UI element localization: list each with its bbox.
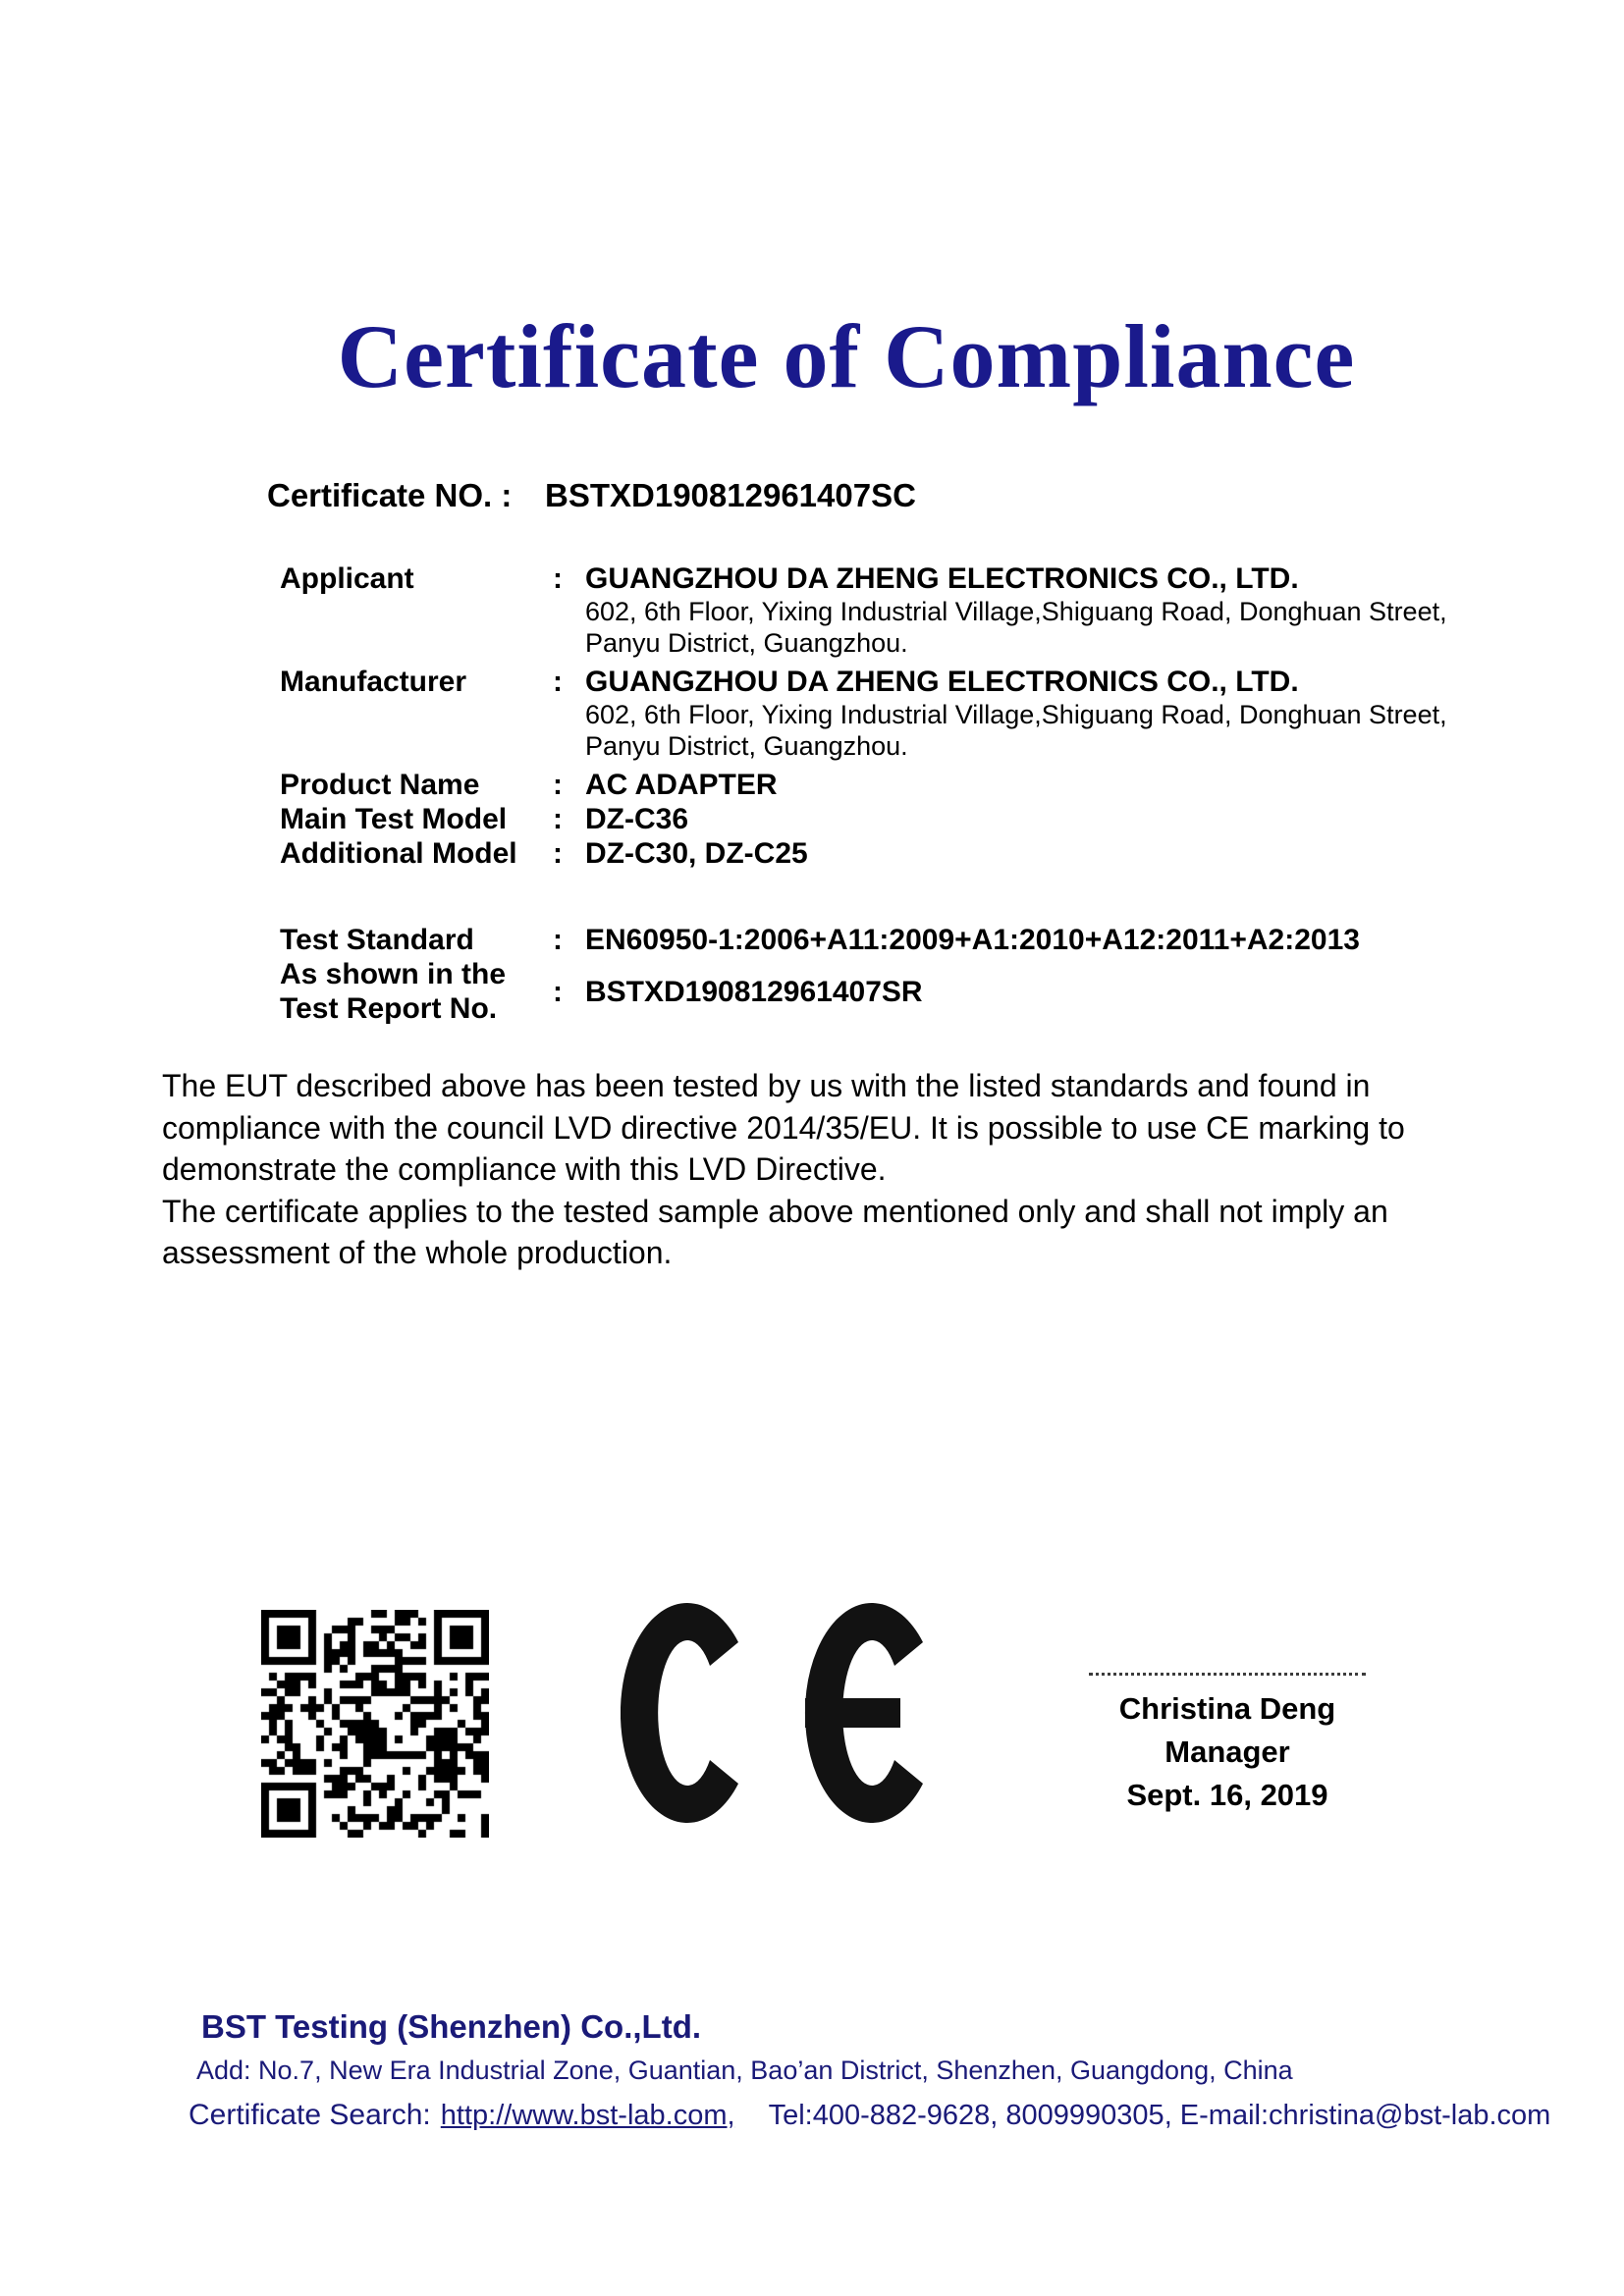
certificate-search-url: http://www.bst-lab.com: [440, 2100, 728, 2131]
test-report-label-line-2: Test Report No.: [280, 992, 498, 1025]
detail-colon: :: [553, 666, 563, 698]
detail-colon: :: [553, 803, 563, 835]
test-standard-block: [280, 923, 1556, 1026]
qr-code: [261, 1610, 489, 1838]
manufacturer-address: [585, 699, 1624, 762]
detail-label-applicant: Applicant: [280, 562, 414, 595]
footer-contact-info: Tel:400-882-9628, 8009990305, E-mail:christina@bst-lab.com: [768, 2100, 1551, 2131]
detail-value-manufacturer: [585, 665, 1624, 768]
statement-paragraphs: [162, 1065, 1419, 1274]
signature-date: Sept. 16, 2019: [1126, 1778, 1328, 1812]
certificate-number-value: BSTXD190812961407SC: [545, 477, 916, 513]
test-report-label-line-1: As shown in the: [280, 958, 507, 990]
detail-label-product-name: Product Name: [280, 769, 480, 801]
product-name-value: AC ADAPTER: [585, 769, 778, 801]
ce-letter-c: [621, 1603, 738, 1823]
detail-label-additional-model: Additional Model: [280, 837, 517, 870]
signature-dotted-line: [1089, 1673, 1366, 1676]
additional-model-value: DZ-C30, DZ-C25: [585, 837, 808, 870]
ce-letter-e: [805, 1603, 923, 1823]
signatory-title: Manager: [1164, 1735, 1290, 1769]
manufacturer-address-line-1: 602, 6th Floor, Yixing Industrial Village,Shiguang Road, Donghuan Street,: [585, 700, 1447, 729]
details-table: [280, 561, 1556, 871]
statement-paragraph-2: The certificate applies to the tested sample above mentioned only and shall not imply an assessment of the whole production.: [162, 1193, 1388, 1270]
footer-address: Add: No.7, New Era Industrial Zone, Guantian, Bao’an District, Shenzhen, Guangdong, China: [196, 2056, 1293, 2085]
page-title: Certificate of Compliance: [337, 306, 1356, 406]
main-test-model-value: DZ-C36: [585, 803, 689, 835]
detail-value-applicant: [585, 561, 1624, 665]
ce-mark-logo: [621, 1603, 923, 1823]
manufacturer-name: GUANGZHOU DA ZHENG ELECTRONICS CO., LTD.: [585, 666, 1299, 698]
applicant-address-line-1: 602, 6th Floor, Yixing Industrial Village,Shiguang Road, Donghuan Street,: [585, 597, 1447, 626]
applicant-address: [585, 596, 1624, 659]
test-report-label: [280, 957, 553, 1026]
applicant-address-line-2: Panyu District, Guangzhou.: [585, 628, 908, 658]
applicant-name: GUANGZHOU DA ZHENG ELECTRONICS CO., LTD.: [585, 562, 1299, 595]
detail-colon: :: [553, 769, 563, 801]
test-standard-label: Test Standard: [280, 924, 474, 956]
signature-block: [1056, 1673, 1399, 1817]
footer-company-name: BST Testing (Shenzhen) Co.,Ltd.: [201, 2008, 702, 2045]
statement-paragraph-1: The EUT described above has been tested by us with the listed standards and found in compliance with the council LVD directive 2014/35/EU. It is possible to use CE marking to demonstrate the compliance with this LVD Directive.: [162, 1068, 1405, 1187]
detail-colon: :: [553, 562, 563, 595]
certificate-number-row: [267, 477, 916, 514]
detail-colon: :: [553, 837, 563, 870]
manufacturer-address-line-2: Panyu District, Guangzhou.: [585, 731, 908, 761]
test-report-number-value: BSTXD190812961407SR: [585, 975, 923, 1008]
certificate-search-link[interactable]: [441, 2100, 735, 2131]
signatory-name: Christina Deng: [1118, 1691, 1336, 1726]
detail-label-main-test-model: Main Test Model: [280, 803, 508, 835]
footer-certificate-search-row: [189, 2099, 1550, 2132]
certificate-search-url-comma: ,: [727, 2100, 735, 2131]
detail-colon: :: [553, 924, 563, 956]
test-standard-value: EN60950-1:2006+A11:2009+A1:2010+A12:2011+A2:2013: [585, 924, 1360, 956]
detail-colon: :: [553, 975, 563, 1008]
certificate-number-label: Certificate NO. :: [267, 477, 513, 513]
certificate-search-label: Certificate Search:: [189, 2099, 431, 2131]
detail-label-manufacturer: Manufacturer: [280, 666, 467, 698]
